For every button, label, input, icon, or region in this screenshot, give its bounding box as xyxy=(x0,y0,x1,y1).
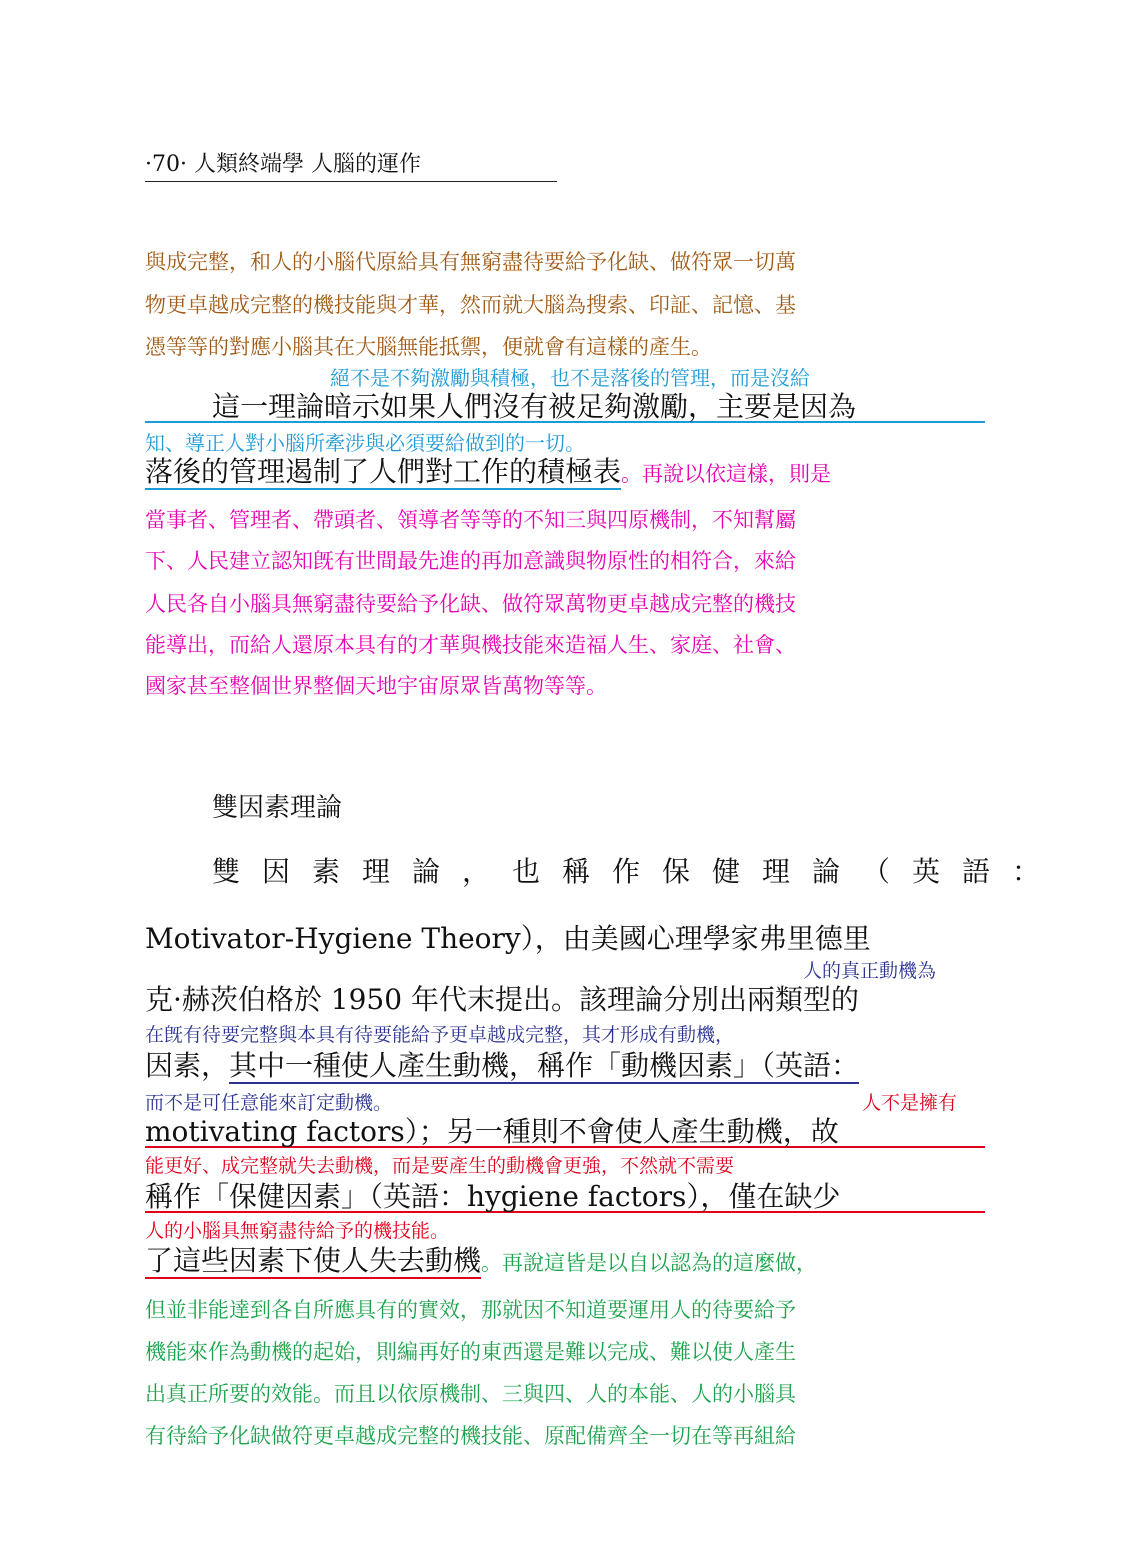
body-line-green-1: 但並非能達到各自所應具有的實效，那就因不知道要運用人的待要給予 xyxy=(145,1298,796,1322)
main-text-line-9-tail: 。再說這皆是以自以認為的這麼做， xyxy=(481,1251,818,1275)
body-line-pink-3: 人民各自小腦具無窮盡待要給予化缺、做符眾萬物更卓越成完整的機技 xyxy=(145,592,796,616)
annotation-red-3: 人的小腦具無窮盡待給予的機技能。 xyxy=(145,1220,450,1242)
annotation-navy-2: 在旣有待要完整與本具有待要能給予更卓越成完整，其才形成有動機， xyxy=(145,1024,735,1046)
main-text-line-9 xyxy=(145,1244,818,1277)
main-text-line-7: motivating factors）；另一種則不會使人產生動機，故 xyxy=(145,1118,985,1148)
main-text-line-6-underlined: 其中一種使人產生動機，稱作「動機因素」（英語： xyxy=(229,1049,860,1082)
main-text-line-1: 這一理論暗示如果人們沒有被足夠激勵，主要是因為 xyxy=(145,393,985,423)
body-line-pink-2: 下、人民建立認知旣有世間最先進的再加意識與物原性的相符合，來給 xyxy=(145,549,796,573)
annotation-navy-1: 人的真正動機為 xyxy=(803,960,937,982)
body-line-brown-1: 與成完整，和人的小腦代原給具有無窮盡待要給予化缺、做符眾一切萬 xyxy=(145,250,796,274)
main-text-line-5: 克·赫茨伯格於 1950 年代末提出。該理論分別出兩類型的 xyxy=(145,983,859,1016)
annotation-cyan-1: 絕不是不夠激勵與積極，也不是落後的管理，而是沒給 xyxy=(330,366,810,390)
body-line-brown-2: 物更卓越成完整的機技能與才華，然而就大腦為搜索、印証、記憶、基 xyxy=(145,293,796,317)
annotation-red-1: 人不是擁有 xyxy=(862,1092,958,1114)
main-text-line-6-prefix: 因素， xyxy=(145,1049,230,1082)
main-text-line-6 xyxy=(145,1049,860,1082)
annotation-red-2: 能更好、成完整就失去動機，而是要產生的動機會更強，不然就不需要 xyxy=(145,1155,735,1177)
body-line-green-2: 機能來作為動機的起始，則編再好的東西還是難以完成、難以使人產生 xyxy=(145,1340,796,1364)
annotation-navy-3: 而不是可任意能來訂定動機。 xyxy=(145,1092,393,1114)
body-line-pink-4: 能導出，而給人還原本具有的才華與機技能來造福人生、家庭、社會、 xyxy=(145,633,796,657)
body-line-brown-3: 憑等等的對應小腦其在大腦無能抵禦，便就會有這樣的產生。 xyxy=(145,335,712,359)
main-text-line-3: 雙因素理論，也稱作保健理論（英語： xyxy=(212,855,1063,888)
body-line-pink-5: 國家甚至整個世界整個天地宇宙原眾皆萬物等等。 xyxy=(145,674,607,698)
main-text-line-4: Motivator-Hygiene Theory），由美國心理學家弗里德里 xyxy=(145,922,871,955)
main-text-line-2-tail: 。再說以依這樣，則是 xyxy=(621,462,832,486)
main-text-line-2 xyxy=(145,455,832,488)
main-text-line-2-underlined: 落後的管理遏制了人們對工作的積極表 xyxy=(145,455,622,488)
annotation-cyan-2: 知、導正人對小腦所牽涉與必須要給做到的一切。 xyxy=(145,431,585,455)
section-title: 雙因素理論 xyxy=(212,793,343,823)
page-header: ·70· 人類終端學 人腦的運作 xyxy=(145,147,557,182)
main-text-line-9-underlined: 了這些因素下使人失去動機 xyxy=(145,1244,482,1277)
body-line-pink-1: 當事者、管理者、帶頭者、領導者等等的不知三與四原機制，不知幫屬 xyxy=(145,508,796,532)
body-line-green-3: 出真正所要的效能。而且以依原機制、三與四、人的本能、人的小腦具 xyxy=(145,1382,796,1406)
body-line-green-4: 有待給予化缺做符更卓越成完整的機技能、原配備齊全一切在等再組給 xyxy=(145,1424,796,1448)
main-text-line-8: 稱作「保健因素」（英語：hygiene factors），僅在缺少 xyxy=(145,1183,985,1213)
